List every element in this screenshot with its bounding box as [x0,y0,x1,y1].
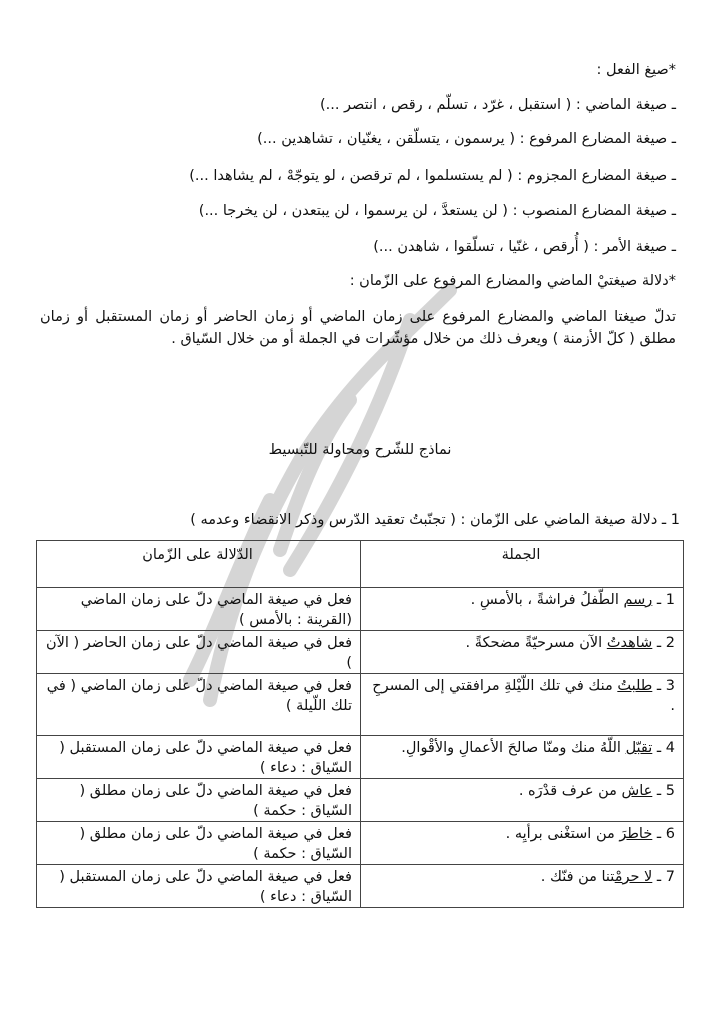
sentence-rest: تنا من فنّك . [540,869,615,885]
verb-form-item: ـ صيغة المضارع المرفوع : ( يرسمون ، يتسلّقن ، يغنّيان ، تشاهدين ...) [257,131,676,147]
column-header-sentence: الجملة [361,541,684,588]
sentence-cell [361,865,684,908]
column-header-meaning: الدّلالة على الزّمان [37,541,361,588]
sentence-cell [361,674,684,736]
row-number: 7 ـ [652,869,675,885]
table-row [37,779,684,822]
examples-title: نماذج للشّرح ومحاولة للتّبسيط [268,442,452,458]
meaning-cell: فعل في صيغة الماضي دلّ على زمان مطلق ( السّياق : حكمة ) [37,822,361,865]
underlined-verb: لا حرمْ [614,869,653,885]
sentence-rest: اللّهُ منك ومنّا صالحَ الأعمالِ والأقْوالِ. [401,740,626,756]
row-number: 5 ـ [652,783,675,799]
table-row [37,588,684,631]
underlined-verb: رسم [623,592,653,608]
verb-form-item: ـ صيغة المضارع المجزوم : ( لم يستسلموا ، لم ترقصن ، لو يتوجّهْ ، لم يشاهدا ...) [189,168,676,184]
table-row [37,631,684,674]
table-row [37,736,684,779]
sentence-rest: من عرف قدْرَه . [518,783,622,799]
meaning-cell: فعل في صيغة الماضي دلّ على زمان الماضي (القرينة : بالأمس ) [37,588,361,631]
row-number: 6 ـ [652,826,675,842]
sentence-rest: الطّفلُ فراشةً ، بالأمسِ . [470,592,624,608]
verb-form-item: ـ صيغة المضارع المنصوب : ( لن يستعدَّ ، لن يرسموا ، لن يبتعدن ، لن يخرجا ...) [198,203,676,219]
table-row [37,674,684,736]
meaning-cell: فعل في صيغة الماضي دلّ على زمان المستقبل ( السّياق : دعاء ) [37,865,361,908]
meaning-cell: فعل في صيغة الماضي دلّ على زمان مطلق ( السّياق : حكمة ) [37,779,361,822]
sentence-cell [361,779,684,822]
verb-form-item: ـ صيغة الأمر : ( أُرقص ، غنّيا ، تسلّقوا ، شاهدن ...) [373,239,676,255]
meaning-cell: فعل في صيغة الماضي دلّ على زمان الماضي ( في تلك اللّيلة ) [37,674,361,736]
row-number: 2 ـ [652,635,675,651]
underlined-verb: طلبتُ [617,678,653,694]
table-row [37,865,684,908]
section-heading-tense-meaning: *دلالة صيغتيْ الماضي والمضارع المرفوع على الزّمان : [349,273,676,289]
table-row [37,822,684,865]
sentence-rest: منك في تلك اللّيْلةِ مرافقتي إلى المسرحِ . [372,678,675,714]
underlined-verb: تقبّل [625,740,653,756]
underlined-verb: شاهدتُ [606,635,653,651]
section-heading-verb-forms: *صيغ الفعل : [596,62,676,78]
sentence-cell [361,822,684,865]
sentence-cell [361,588,684,631]
sentence-cell [361,631,684,674]
sentence-rest: الآن مسرحيّةً مضحكةً . [465,635,607,651]
meaning-cell: فعل في صيغة الماضي دلّ على زمان المستقبل ( السّياق : دعاء ) [37,736,361,779]
table-caption: 1 ـ دلالة صيغة الماضي على الزّمان : ( تجنّبتُ تعقيد الدّرس وذكر الانقضاء وعدمه ) [190,512,680,528]
tense-paragraph: تدلّ صيغتا الماضي والمضارع المرفوع على زمان الماضي أو زمان الحاضر أو زمان المستقبل أو زمان مطلق ( كلّ الأزمنة ) ويعرف ذلك من خلال مؤشّرات في الجملة أو من خلال السّياق . [40,309,676,347]
sentence-cell [361,736,684,779]
underlined-verb: عاش [621,783,653,799]
underlined-verb: خاطرَ [619,826,653,842]
verb-form-item: ـ صيغة الماضي : ( استقبل ، غرّد ، تسلّم ، رقص ، انتصر ...) [319,97,676,113]
row-number: 4 ـ [652,740,675,756]
tense-examples-table [36,540,684,908]
meaning-cell: فعل في صيغة الماضي دلّ على زمان الحاضر ( الآن ) [37,631,361,674]
row-number: 3 ـ [652,678,675,694]
sentence-rest: من استغْنى برأيِه . [505,826,620,842]
row-number: 1 ـ [652,592,675,608]
